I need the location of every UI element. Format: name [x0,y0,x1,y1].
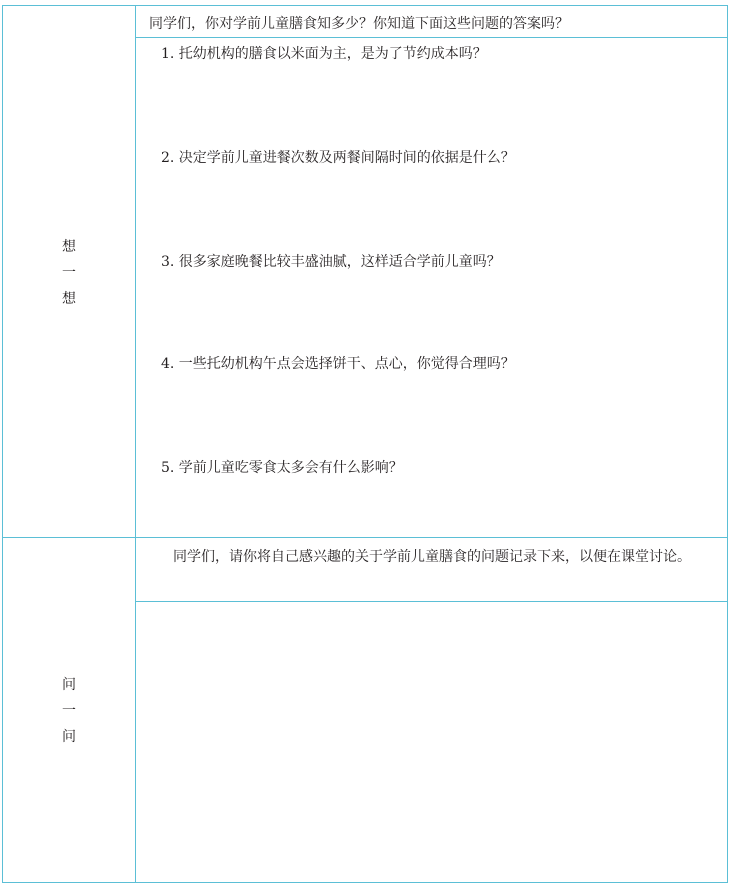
label-char: 想 [62,291,76,307]
intro-divider [135,37,727,38]
label-char: 问 [62,677,76,693]
section-label-think [3,234,135,312]
question-1: 1. 托幼机构的膳食以米面为主，是为了节约成本吗？ [161,46,487,62]
column-divider [135,6,136,882]
question-5: 5. 学前儿童吃零食太多会有什么影响？ [161,460,403,476]
label-char: 想 [62,239,76,255]
think-intro: 同学们，你对学前儿童膳食知多少？你知道下面这些问题的答案吗？ [149,16,569,32]
question-3: 3. 很多家庭晚餐比较丰盛油腻，这样适合学前儿童吗？ [161,254,501,270]
label-char: 一 [62,703,76,719]
question-4: 4. 一些托幼机构午点会选择饼干、点心，你觉得合理吗？ [161,356,515,372]
label-char: 一 [62,265,76,281]
worksheet-table [2,5,728,883]
answer-area[interactable] [137,603,727,882]
label-char: 问 [62,729,76,745]
ask-prompt: 同学们，请你将自己感兴趣的关于学前儿童膳食的问题记录下来，以便在课堂讨论。 [173,549,691,565]
section-label-ask [3,672,135,750]
section-divider [3,537,727,538]
prompt-divider [135,601,727,602]
question-2: 2. 决定学前儿童进餐次数及两餐间隔时间的依据是什么？ [161,150,515,166]
